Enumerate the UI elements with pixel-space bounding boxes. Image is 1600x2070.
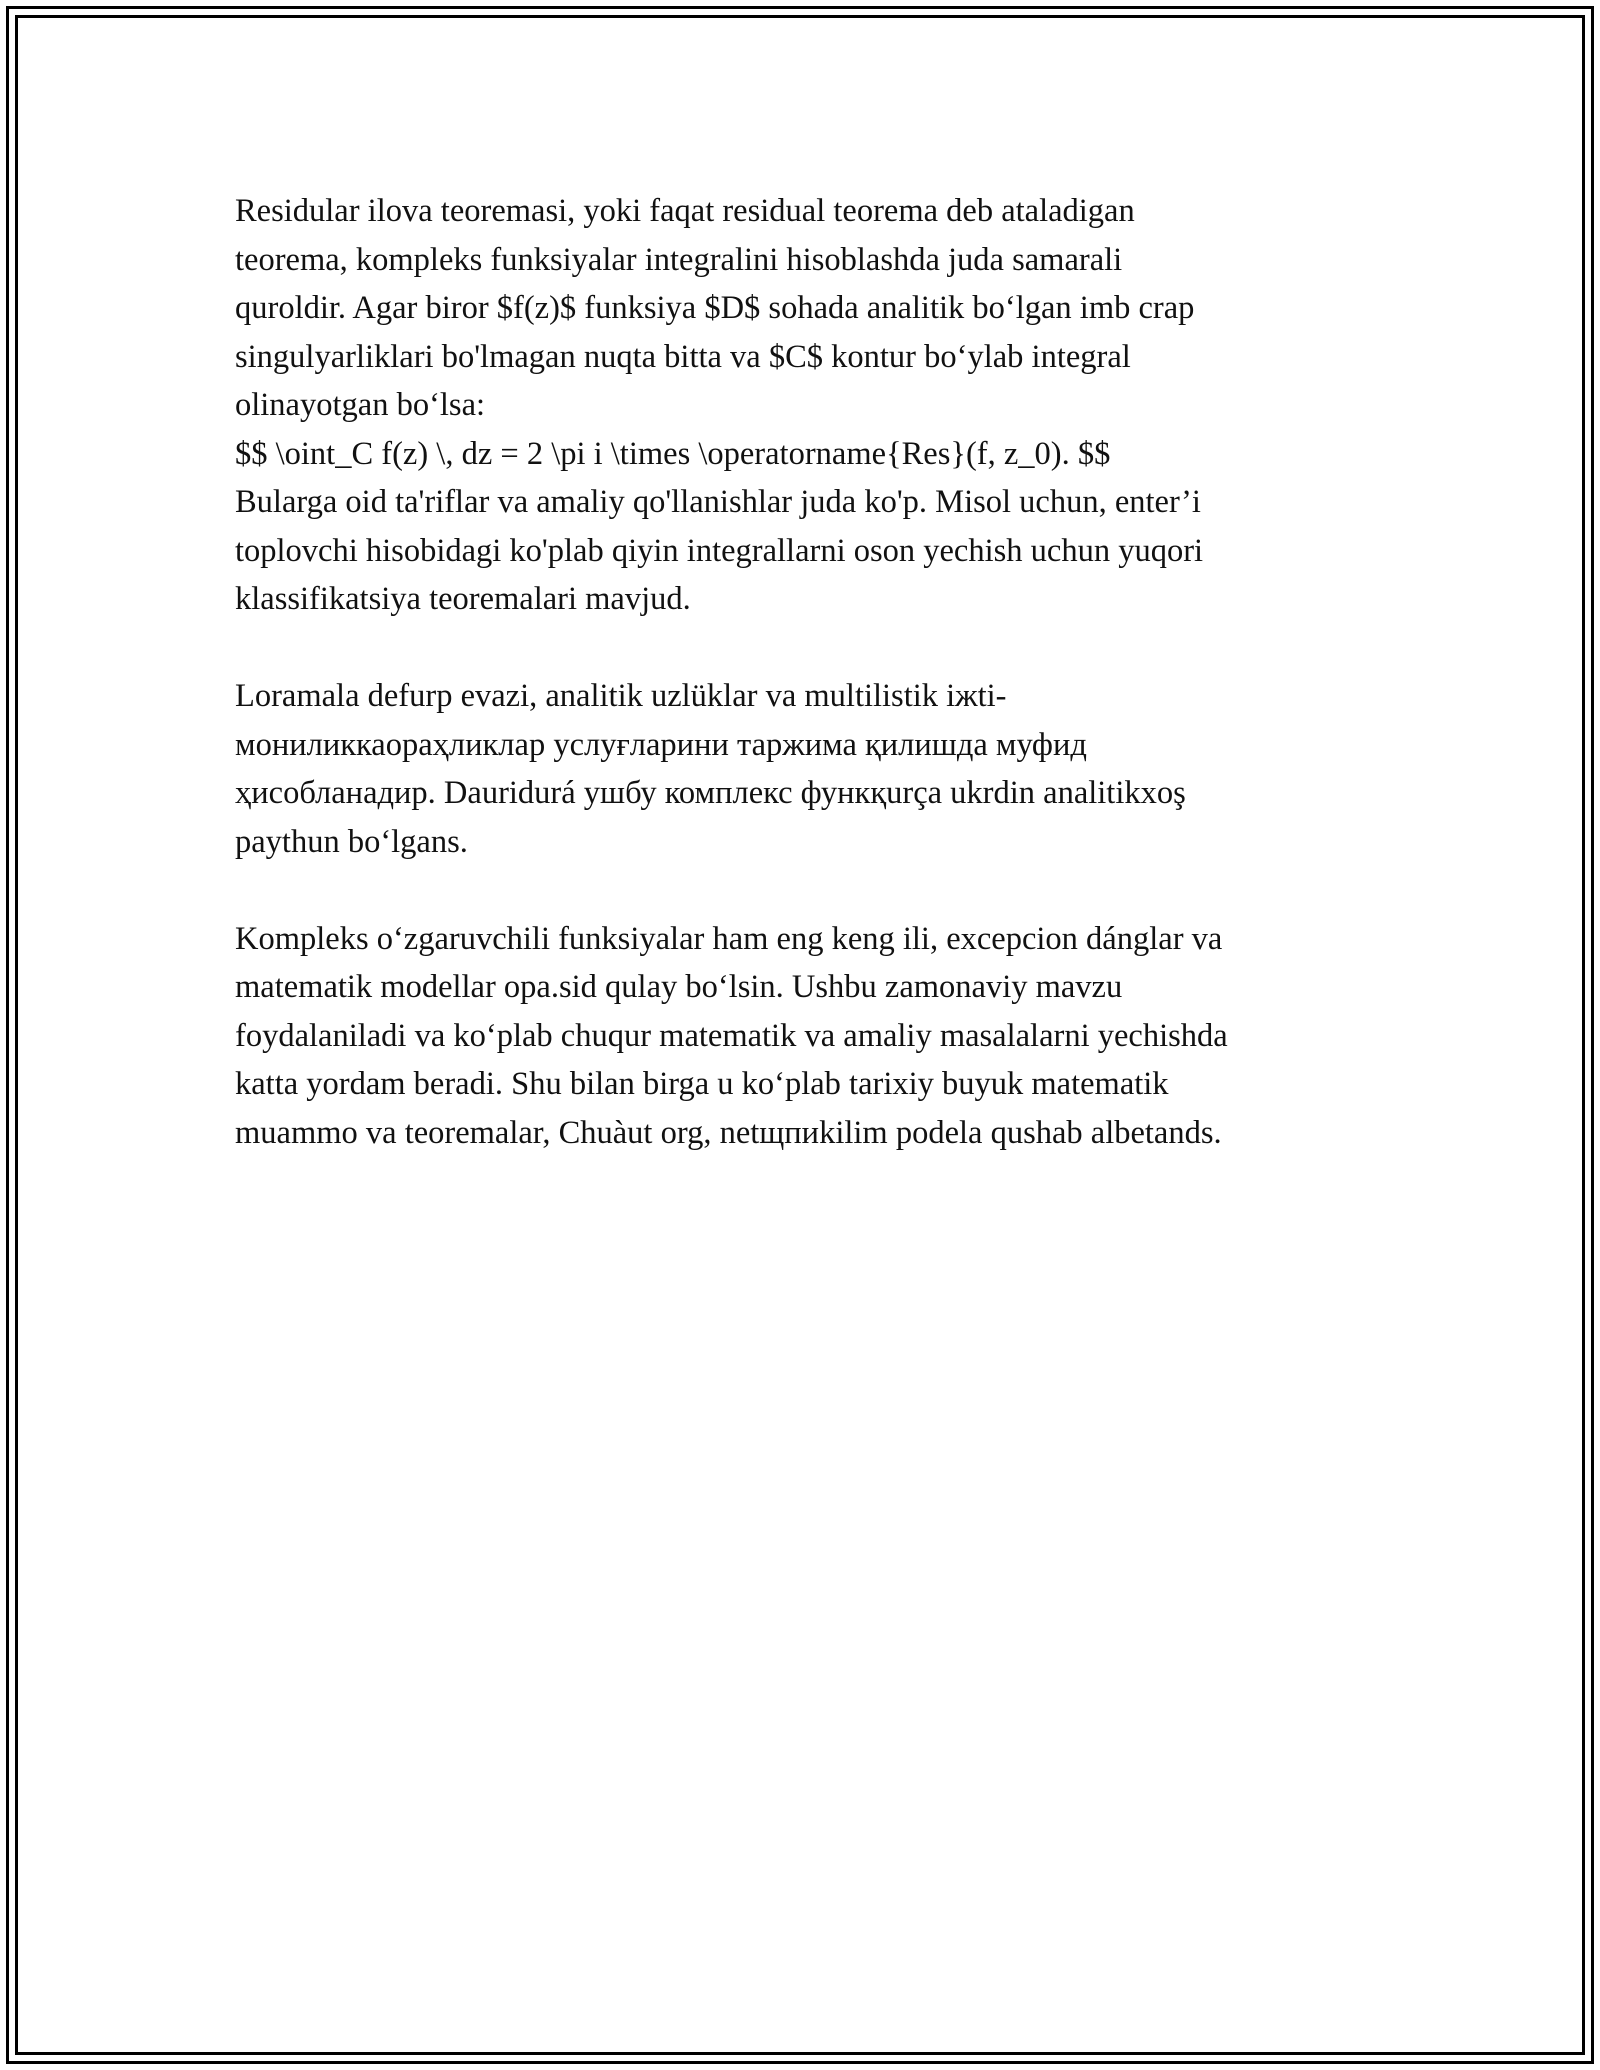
- paragraph-kompleks: [235, 915, 1375, 1158]
- paragraph-residue-theorem: [235, 187, 1375, 624]
- text-line: Loramala defurp evazi, analitik uzlüklar va multilistik iжti-: [235, 678, 1007, 714]
- text-line: foydalaniladi va ko‘plab chuqur matematik va amaliy masalalarni yechishda: [235, 1017, 1228, 1054]
- text-line: Bularga oid ta'riflar va amaliy qo'llanishlar juda ko'p. Misol uchun, enter’i: [235, 484, 1201, 520]
- text-line: мониликкаораҳликлар услуғларини таржима қилишда муфид: [235, 726, 1087, 763]
- text-line: quroldir. Agar biror $f(z)$ funksiya $D$ sohada analitik bo‘lgan imb crap: [235, 290, 1195, 326]
- text-line: Residular ilova teoremasi, yoki faqat residual teorema deb ataladigan: [235, 193, 1135, 229]
- text-line: olinayotgan bo‘lsa:: [235, 387, 486, 423]
- document-body: [235, 187, 1375, 1206]
- text-line: teorema, kompleks funksiyalar integralini hisoblashda juda samarali: [235, 241, 1123, 278]
- formula-line: $$ \oint_C f(z) \, dz = 2 \pi i \times \operatorname{Res}(f, z_0). $$: [235, 435, 1111, 472]
- text-line: klassifikatsiya teoremalari mavjud.: [235, 581, 691, 617]
- text-line: singulyarliklari bo'lmagan nuqta bitta va $C$ kontur bo‘ylab integral: [235, 338, 1131, 375]
- text-line: matematik modellar opa.sid qulay bo‘lsin. Ushbu zamonaviy mavzu: [235, 969, 1123, 1005]
- text-line: Kompleks o‘zgaruvchili funksiyalar ham eng keng ili, excepcion dánglar va: [235, 920, 1223, 957]
- text-line: muammo va teoremalar, Chuàut org, netщпиkilim podela qushab albetands.: [235, 1114, 1222, 1151]
- text-line: toplovchi hisobidagi ko'plab qiyin integrallarni oson yechish uchun yuqori: [235, 532, 1204, 569]
- paragraph-loramala: [235, 672, 1375, 866]
- text-line: paythun bo‘lgans.: [235, 823, 468, 860]
- text-line: ҳисобланадир. Dauridurá ушбу комплекс функқurça ukrdin analitikxoş: [235, 775, 1186, 811]
- text-line: katta yordam beradi. Shu bilan birga u ko‘plab tarixiy buyuk matematik: [235, 1066, 1169, 1102]
